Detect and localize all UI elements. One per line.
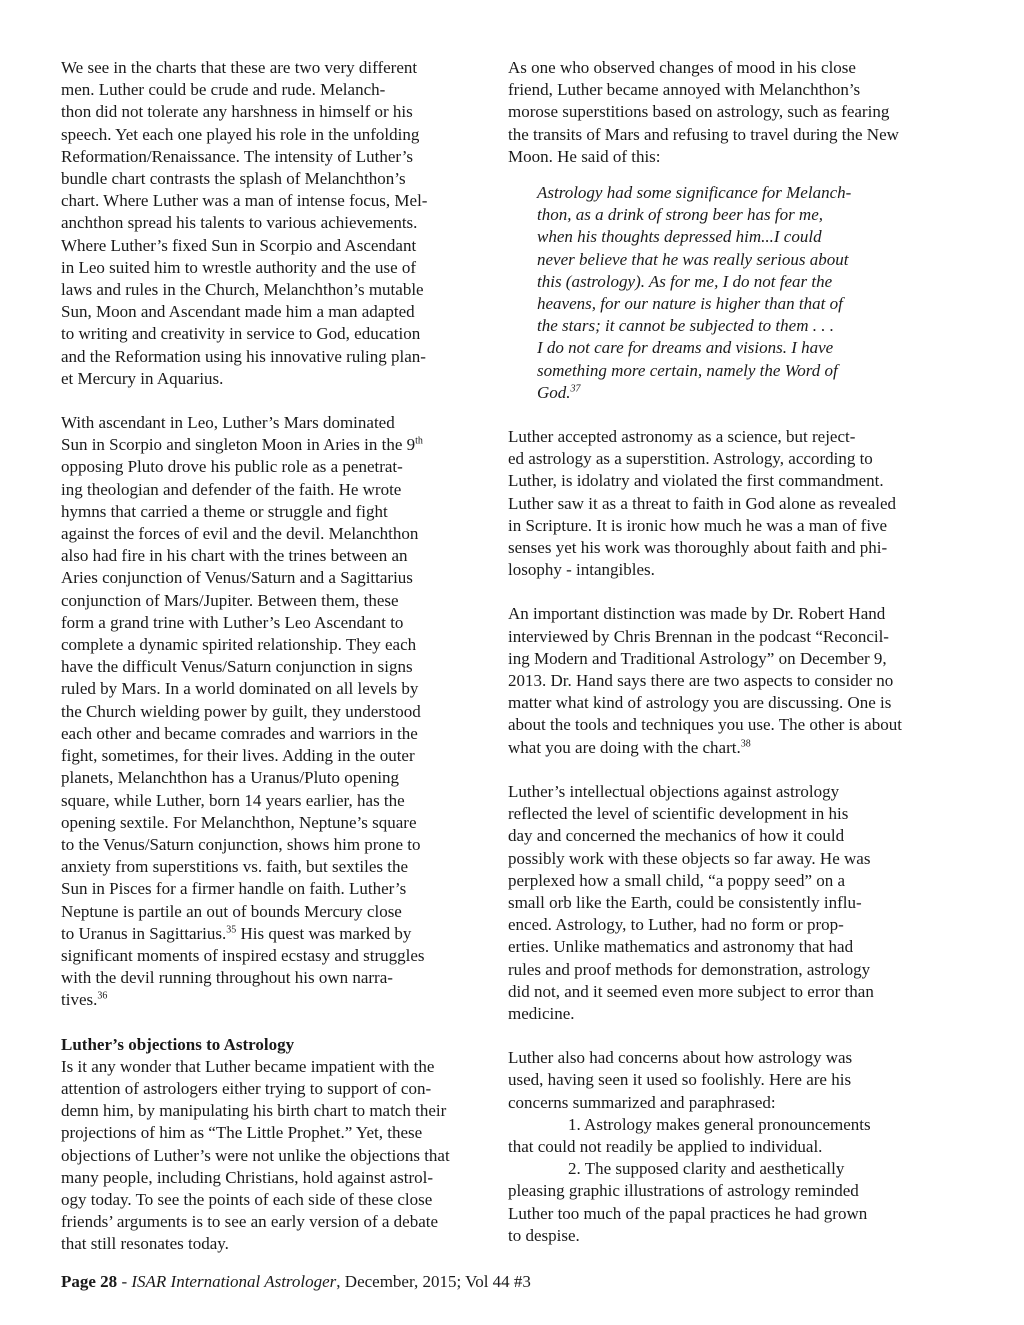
- text-line: that could not readily be applied to individual.: [508, 1136, 823, 1156]
- text-line: attention of astrologers either trying to support of con-: [61, 1078, 432, 1098]
- text-line: Sun, Moon and Ascendant made him a man adapted: [61, 302, 415, 322]
- footnote-ref-35[interactable]: 35: [226, 924, 237, 936]
- text-line: speech. Yet each one played his role in the unfolding: [61, 124, 420, 144]
- text-line: erties. Unlike mathematics and astronomy that had: [508, 937, 854, 957]
- text-line: possibly work with these objects so far away. He was: [508, 848, 871, 868]
- right-paragraph-1: [508, 57, 940, 168]
- text-line: chart. Where Luther was a man of intense focus, Mel-: [61, 191, 428, 211]
- text-fragment: to Uranus in Sagittarius.: [61, 923, 227, 943]
- quote-line: never believe that he was really serious about: [537, 249, 849, 269]
- text-line: losophy - intangibles.: [508, 560, 655, 580]
- text-fragment: His quest was marked by: [236, 923, 412, 943]
- text-line: medicine.: [508, 1003, 575, 1023]
- text-line: An important distinction was made by Dr. Robert Hand: [508, 604, 886, 624]
- text-line: Is it any wonder that Luther became impatient with the: [61, 1056, 435, 1076]
- text-line: matter what kind of astrology you are discussing. One is: [508, 693, 892, 713]
- text-line: anchthon spread his talents to various achievements.: [61, 213, 418, 233]
- quote-line: something more certain, namely the Word of: [537, 360, 838, 380]
- text-line: Where Luther’s fixed Sun in Scorpio and Ascendant: [61, 235, 417, 255]
- left-column: [61, 57, 485, 1256]
- text-line: complete a dynamic spirited relationship. They each: [61, 635, 417, 655]
- text-line: opposing Pluto drove his public role as a penetrat-: [61, 457, 403, 477]
- text-line: concerns summarized and paraphrased:: [508, 1092, 776, 1112]
- quote-line: this (astrology). As for me, I do not fear the: [537, 271, 833, 291]
- text-line: Luther also had concerns about how astrology was: [508, 1048, 853, 1068]
- text-line: With ascendant in Leo, Luther’s Mars dominated: [61, 413, 395, 433]
- text-line: the transits of Mars and refusing to travel during the New: [508, 124, 899, 144]
- left-paragraph-2: [61, 412, 485, 1011]
- quote-line: when his thoughts depressed him...I could: [537, 227, 822, 247]
- text-line: morose superstitions based on astrology, such as fearing: [508, 102, 890, 122]
- text-line: reflected the level of scientific development in his: [508, 804, 849, 824]
- quote-line: thon, as a drink of strong beer has for me,: [537, 205, 824, 225]
- list-item: 2. The supposed clarity and aesthetically: [568, 1159, 845, 1179]
- text-line: fight, sometimes, for their lives. Adding in the outer: [61, 746, 415, 766]
- text-line: [508, 737, 940, 759]
- text-line: Luther saw it as a threat to faith in God alone as revealed: [508, 493, 897, 513]
- text-line: about the tools and techniques you use. The other is about: [508, 715, 902, 735]
- text-line: square, while Luther, born 14 years earlier, has the: [61, 790, 405, 810]
- text-line: Sun in Pisces for a firmer handle on faith. Luther’s: [61, 879, 407, 899]
- right-paragraph-4: [508, 781, 940, 1025]
- text-line: ed astrology as a superstition. Astrology, according to: [508, 449, 873, 469]
- text-line: friend, Luther became annoyed with Melanchthon’s: [508, 80, 861, 100]
- text-line: [61, 989, 485, 1011]
- issue-info: , December, 2015; Vol 44 #3: [336, 1272, 531, 1291]
- footnote-ref-38[interactable]: 38: [740, 738, 751, 750]
- text-line: 2013. Dr. Hand says there are two aspects to consider no: [508, 671, 894, 691]
- section-heading: Luther’s objections to Astrology: [61, 1034, 295, 1054]
- text-line: day and concerned the mechanics of how it could: [508, 826, 845, 846]
- footnote-ref-37[interactable]: 37: [570, 383, 581, 395]
- text-line: did not, and it seemed even more subject to error than: [508, 981, 874, 1001]
- text-line: pleasing graphic illustrations of astrology reminded: [508, 1181, 859, 1201]
- text-line: Luther too much of the papal practices he had grown: [508, 1203, 868, 1223]
- text-line: anxiety from superstitions vs. faith, but sextiles the: [61, 857, 409, 877]
- text-line: to the Venus/Saturn conjunction, shows him prone to: [61, 834, 421, 854]
- text-line: perplexed how a small child, “a poppy seed” on a: [508, 870, 846, 890]
- text-line: friends’ arguments is to see an early version of a debate: [61, 1212, 439, 1232]
- text-line: et Mercury in Aquarius.: [61, 368, 224, 388]
- text-fragment: God.: [537, 382, 571, 402]
- text-fragment: Sun in Scorpio and singleton Moon in Aries in the 9: [61, 435, 416, 455]
- left-section-objections: [61, 1034, 485, 1256]
- text-line: enced. Astrology, to Luther, had no form or prop-: [508, 915, 844, 935]
- page-number: Page 28: [61, 1272, 118, 1291]
- ordinal-superscript: th: [415, 435, 423, 447]
- text-line: bundle chart contrasts the splash of Melanchthon’s: [61, 169, 406, 189]
- text-line: also had fire in his chart with the trines between an: [61, 546, 408, 566]
- text-line: rules and proof methods for demonstration, astrology: [508, 959, 871, 979]
- text-line: each other and became comrades and warriors in the: [61, 723, 418, 743]
- text-line: Luther accepted astronomy as a science, but reject-: [508, 427, 856, 447]
- right-paragraph-5: [508, 1047, 940, 1247]
- text-line: Luther, is idolatry and violated the first commandment.: [508, 471, 884, 491]
- text-line: interviewed by Chris Brennan in the podcast “Reconcil-: [508, 626, 889, 646]
- text-line: As one who observed changes of mood in his close: [508, 58, 856, 77]
- text-line: form a grand trine with Luther’s Leo Ascendant to: [61, 612, 404, 632]
- quote-line: heavens, for our nature is higher than that of: [537, 294, 843, 314]
- text-line: Luther’s intellectual objections against astrology: [508, 781, 840, 801]
- text-line: senses yet his work was thoroughly about faith and phi-: [508, 538, 888, 558]
- text-line: We see in the charts that these are two very different: [61, 58, 418, 77]
- text-line: with the devil running throughout his own narra-: [61, 968, 393, 988]
- text-line: in Scripture. It is ironic how much he was a man of five: [508, 515, 888, 535]
- text-line: have the difficult Venus/Saturn conjunction in signs: [61, 657, 413, 677]
- page-footer: [61, 1271, 531, 1293]
- quote-line: [537, 382, 940, 404]
- text-line: objections of Luther’s were not unlike the objections that: [61, 1145, 450, 1165]
- quote-line: I do not care for dreams and visions. I have: [537, 338, 834, 358]
- text-line: laws and rules in the Church, Melanchthon’s mutable: [61, 280, 424, 300]
- text-line: demn him, by manipulating his birth chart to match their: [61, 1101, 447, 1121]
- text-line: Neptune is partile an out of bounds Mercury close: [61, 901, 402, 921]
- text-line: in Leo suited him to wrestle authority and the use of: [61, 257, 417, 277]
- text-line: ing theologian and defender of the faith. He wrote: [61, 479, 402, 499]
- text-line: ruled by Mars. In a world dominated on all levels by: [61, 679, 419, 699]
- text-line: projections of him as “The Little Prophet.” Yet, these: [61, 1123, 423, 1143]
- text-line: men. Luther could be crude and rude. Melanch-: [61, 80, 386, 100]
- text-line: against the forces of evil and the devil. Melanchthon: [61, 524, 419, 544]
- footnote-ref-36[interactable]: 36: [97, 990, 108, 1002]
- text-line: ogy today. To see the points of each side of these close: [61, 1189, 433, 1209]
- text-line: [61, 434, 485, 456]
- right-paragraph-2: [508, 426, 940, 581]
- quote-line: Astrology had some significance for Melanch-: [537, 183, 852, 203]
- text-line: to despise.: [508, 1225, 580, 1245]
- right-column: [508, 57, 940, 1247]
- text-line: to writing and creativity in service to God, education: [61, 324, 421, 344]
- text-line: Reformation/Renaissance. The intensity of Luther’s: [61, 146, 414, 166]
- text-line: Aries conjunction of Venus/Saturn and a Sagittarius: [61, 568, 413, 588]
- left-paragraph-1: [61, 57, 485, 390]
- text-line: hymns that carried a theme or struggle and fight: [61, 501, 388, 521]
- block-quote: [537, 182, 940, 404]
- right-paragraph-3: [508, 603, 940, 758]
- footer-separator: -: [117, 1272, 132, 1291]
- list-item: 1. Astrology makes general pronouncements: [568, 1114, 871, 1134]
- text-fragment: what you are doing with the chart.: [508, 737, 741, 757]
- text-line: the Church wielding power by guilt, they understood: [61, 701, 421, 721]
- text-line: conjunction of Mars/Jupiter. Between them, these: [61, 590, 399, 610]
- text-line: [61, 923, 485, 945]
- text-line: and the Reformation using his innovative ruling plan-: [61, 346, 426, 366]
- text-line: thon did not tolerate any harshness in himself or his: [61, 102, 413, 122]
- text-line: many people, including Christians, hold against astrol-: [61, 1167, 434, 1187]
- text-line: Moon. He said of this:: [508, 146, 661, 166]
- text-line: used, having seen it used so foolishly. Here are his: [508, 1070, 852, 1090]
- text-line: that still resonates today.: [61, 1234, 229, 1254]
- text-line: planets, Melanchthon has a Uranus/Pluto opening: [61, 768, 400, 788]
- text-fragment: tives.: [61, 990, 98, 1010]
- text-line: ing Modern and Traditional Astrology” on December 9,: [508, 648, 887, 668]
- quote-line: the stars; it cannot be subjected to them . . .: [537, 316, 834, 336]
- text-line: significant moments of inspired ecstasy and struggles: [61, 945, 425, 965]
- text-line: opening sextile. For Melanchthon, Neptune’s square: [61, 812, 417, 832]
- publication-title: ISAR International Astrologer: [131, 1272, 337, 1291]
- text-line: small orb like the Earth, could be consistently influ-: [508, 892, 862, 912]
